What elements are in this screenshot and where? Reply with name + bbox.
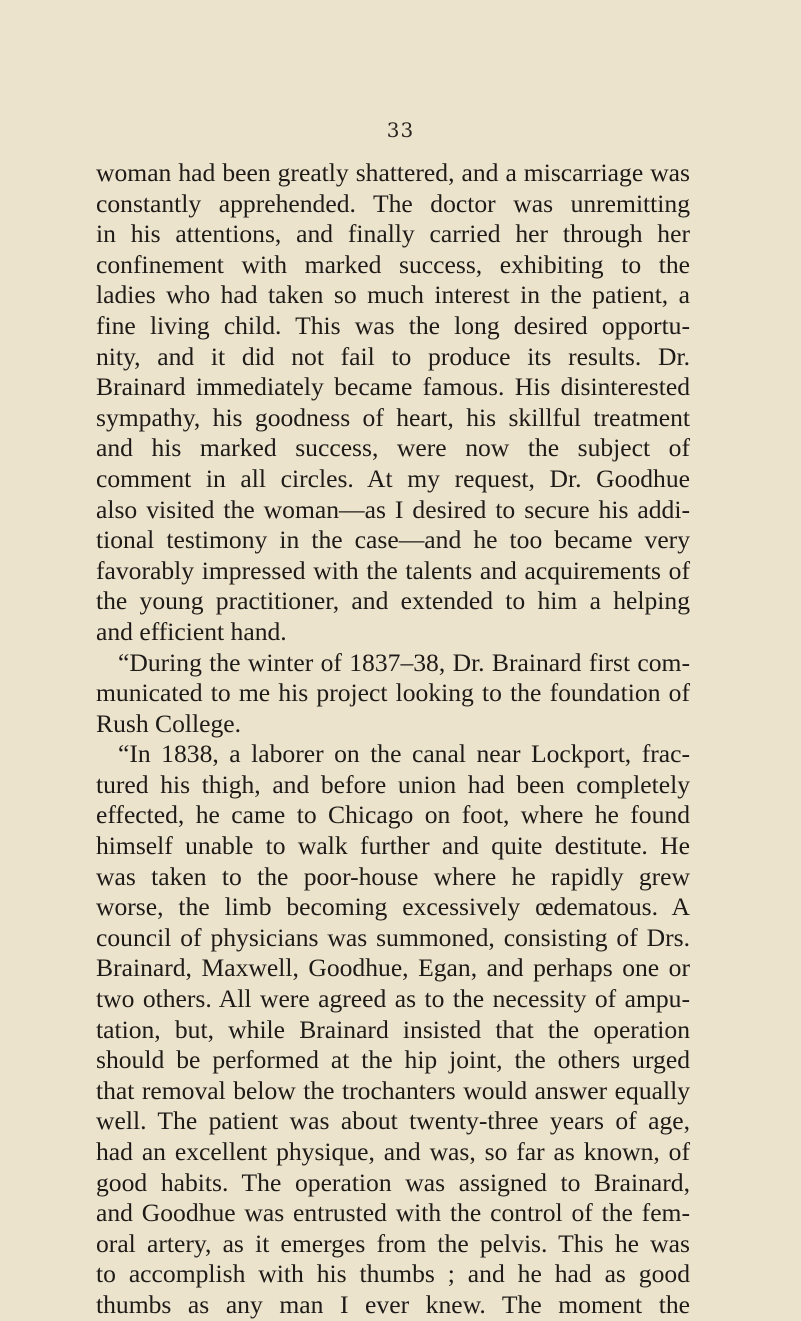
paragraph-end-line: and efficient hand.: [96, 616, 287, 646]
text-line: to accomplish with his thumbs ; and he had as good: [96, 1259, 690, 1289]
text-line: favorably impressed with the talents and acquirements of: [96, 555, 690, 585]
text-line: sympathy, his goodness of heart, his skillful treatment: [96, 402, 690, 432]
text-line: well. The patient was about twenty-three years of age,: [96, 1106, 690, 1136]
text-line: good habits. The operation was assigned to Brainard,: [96, 1167, 690, 1197]
text-line: oral artery, as it emerges from the pelvis. This he was: [96, 1228, 690, 1258]
text-line: woman had been greatly shattered, and a miscarriage was: [96, 158, 690, 187]
text-line: tional testimony in the case—and he too became very: [96, 525, 690, 555]
text-line: himself unable to walk further and quite destitute. He: [96, 831, 690, 861]
text-line: tured his thigh, and before union had been completely: [96, 769, 690, 799]
text-line: fine living child. This was the long desired opportu-: [96, 310, 690, 340]
paragraph-start-line: “During the winter of 1837–38, Dr. Brainard first com-: [118, 647, 690, 677]
text-line: Brainard, Maxwell, Goodhue, Egan, and perhaps one or: [96, 953, 690, 983]
text-line: confinement with marked success, exhibiting to the: [96, 249, 690, 279]
text-line: constantly apprehended. The doctor was unremitting: [96, 188, 690, 218]
text-line: tation, but, while Brainard insisted that the operation: [96, 1014, 690, 1044]
paragraph-end-line: Rush College.: [96, 708, 242, 738]
text-line: worse, the limb becoming excessively œdematous. A: [96, 892, 690, 922]
text-line: ladies who had taken so much interest in the patient, a: [96, 280, 690, 310]
text-line: Brainard immediately became famous. His disinterested: [96, 372, 690, 402]
text-line: had an excellent physique, and was, so far as known, of: [96, 1137, 690, 1166]
text-line: thumbs as any man I ever knew. The moment the: [96, 1289, 690, 1319]
text-line: municated to me his project looking to the foundation of: [96, 678, 690, 708]
text-line: effected, he came to Chicago on foot, where he found: [96, 800, 690, 830]
text-line: comment in all circles. At my request, Dr. Goodhue: [96, 463, 690, 493]
text-line: the young practitioner, and extended to him a helping: [96, 586, 690, 616]
text-line: and Goodhue was entrusted with the control of the fem-: [96, 1198, 690, 1228]
body-text: [96, 158, 690, 1321]
text-line: two others. All were agreed as to the necessity of ampu-: [96, 984, 690, 1014]
text-line: should be performed at the hip joint, the others urged: [96, 1045, 690, 1075]
text-line: nity, and it did not fail to produce its results. Dr.: [96, 341, 690, 371]
text-line: in his attentions, and finally carried her through her: [96, 219, 690, 249]
text-line: was taken to the poor-house where he rapidly grew: [96, 861, 690, 891]
text-line: council of physicians was summoned, consisting of Drs.: [96, 922, 690, 952]
text-line: also visited the woman—as I desired to secure his addi-: [96, 494, 690, 524]
text-line: that removal below the trochanters would answer equally: [96, 1075, 690, 1105]
paragraph-start-line: “In 1838, a laborer on the canal near Lockport, frac-: [118, 739, 690, 769]
text-line: and his marked success, were now the subject of: [96, 433, 690, 463]
page-number: 33: [386, 118, 415, 142]
